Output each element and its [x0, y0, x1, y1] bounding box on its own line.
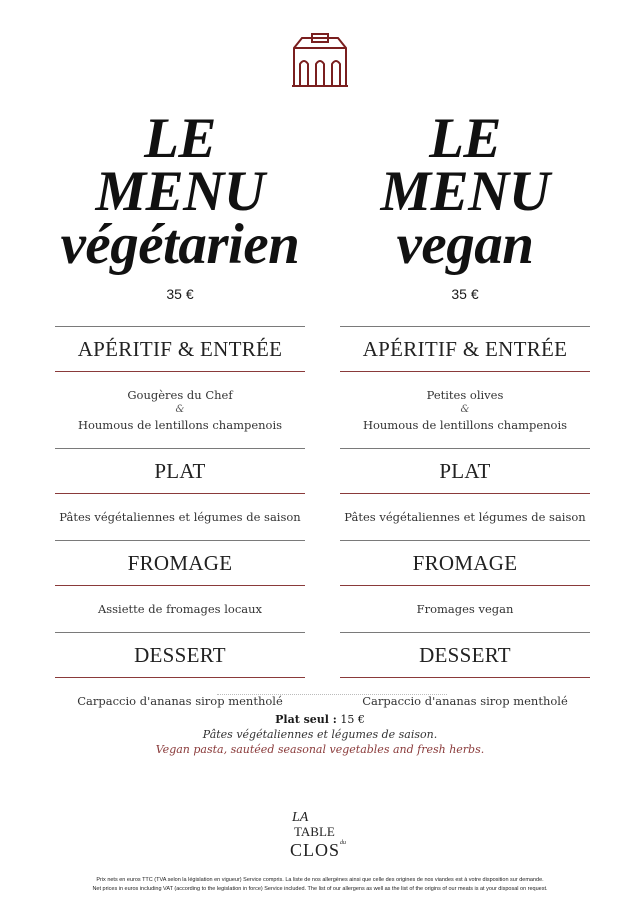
plat-seul-description-fr: Pâtes végétaliennes et légumes de saison.	[202, 728, 438, 741]
section-items	[340, 372, 590, 448]
section-dessert	[55, 632, 305, 724]
menu-price: 35 €	[166, 286, 194, 302]
brand-logo	[288, 810, 358, 865]
plat-seul-block	[120, 712, 520, 757]
legal-fr: Prix nets en euros TTC (TVA selon la législation en vigueur) Service compris. La liste de nos allergènes ainsi que celle des origines de nos viandes est à votre disposition sur demande.	[96, 877, 544, 883]
menu-title-line2: vegan	[396, 213, 534, 276]
menu-item: Carpaccio d'ananas sirop mentholé	[362, 694, 568, 708]
menu-item: Pâtes végétaliennes et légumes de saison	[344, 510, 586, 524]
section-items	[55, 372, 305, 448]
menu-item: Fromages vegan	[416, 602, 514, 616]
section-fromage	[55, 540, 305, 632]
brand-table: TABLE	[294, 824, 335, 839]
building-icon	[290, 30, 350, 88]
section-heading: APÉRITIF & ENTRÉE	[340, 326, 590, 372]
section-items	[340, 494, 590, 540]
brand-clos: CLOS	[290, 840, 341, 860]
ampersand: &	[460, 404, 470, 415]
menu-title-line1: LE MENU	[380, 107, 550, 223]
section-heading: PLAT	[55, 448, 305, 494]
menu-title-line1: LE MENU	[95, 107, 265, 223]
section-items	[55, 586, 305, 632]
section-plat	[55, 448, 305, 540]
menu-item: Assiette de fromages locaux	[97, 602, 263, 616]
legal-en: Net prices in euros including VAT (according to the legislation in force) Service included. The list of our allergens as well as the list of the origins of our meats is at your disposal on request.	[92, 886, 548, 892]
legal-footer	[20, 876, 620, 894]
section-heading: FROMAGE	[340, 540, 590, 586]
menu-item: Gougères du Chef	[127, 388, 233, 402]
section-items	[55, 494, 305, 540]
menu-title-line2: végétarien	[60, 213, 300, 276]
menu-title	[55, 107, 305, 276]
section-heading: PLAT	[340, 448, 590, 494]
plat-seul-label: Plat seul :	[275, 713, 337, 726]
section-plat	[340, 448, 590, 540]
plat-seul-description-en: Vegan pasta, sautéed seasonal vegetables and fresh herbs.	[155, 743, 485, 756]
menu-vegetarien	[55, 107, 305, 724]
ampersand: &	[175, 404, 185, 415]
menu-vegan	[340, 107, 590, 724]
menu-title	[340, 107, 590, 276]
dotted-divider	[217, 694, 447, 695]
section-items	[340, 586, 590, 632]
section-aperitif-entree	[340, 326, 590, 448]
section-aperitif-entree	[55, 326, 305, 448]
brand-la: LA	[292, 810, 309, 825]
section-heading: DESSERT	[55, 632, 305, 678]
section-heading: FROMAGE	[55, 540, 305, 586]
menu-item: Carpaccio d'ananas sirop mentholé	[77, 694, 283, 708]
section-dessert	[340, 632, 590, 724]
menu-item: Houmous de lentillons champenois	[362, 418, 568, 432]
section-heading: APÉRITIF & ENTRÉE	[55, 326, 305, 372]
plat-seul-price: 15 €	[340, 713, 365, 726]
section-heading: DESSERT	[340, 632, 590, 678]
menu-item: Petites olives	[426, 388, 504, 402]
menu-item: Houmous de lentillons champenois	[77, 418, 283, 432]
section-fromage	[340, 540, 590, 632]
menu-price: 35 €	[451, 286, 479, 302]
brand-du: du	[340, 840, 346, 846]
menu-item: Pâtes végétaliennes et légumes de saison	[59, 510, 301, 524]
